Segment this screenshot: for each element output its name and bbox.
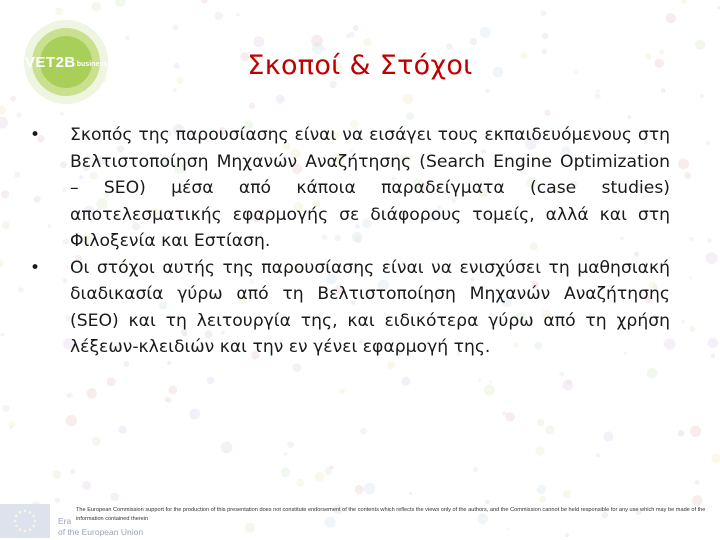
- background-dot: [603, 431, 613, 441]
- background-dot: [661, 88, 666, 93]
- background-dot: [666, 13, 676, 23]
- background-dot: [296, 479, 304, 487]
- background-dot: [1, 190, 9, 198]
- background-dot: [292, 363, 301, 372]
- background-dot: [707, 238, 712, 243]
- background-dot: [236, 13, 240, 17]
- background-dot: [52, 470, 60, 478]
- background-dot: [700, 94, 704, 98]
- background-dot: [3, 405, 10, 412]
- bullet-text: Σκοπός της παρουσίασης είναι να εισάγει τους εκπαιδευόμενους στη Βελτιστοποίηση Μηχανών Αναζήτησης (Search Engine Optimization – SEO) μέσα από κάποια παραδείγματα (case studies) αποτελεσματικής εφαρμογής σε διάφορους τομείς, αλλά και στη Φιλοξενία και Εστίαση.: [70, 125, 670, 251]
- background-dot: [124, 361, 130, 367]
- disclaimer-text: The European Commission support for the production of this presentation does not constitute endorsement of the contents which reflects the views only of the authors, and the Commission cannot be held responsible for any use which may be made of the information contained therein: [76, 507, 706, 522]
- background-dot: [0, 117, 8, 129]
- background-dot: [168, 386, 177, 395]
- background-dot: [711, 453, 720, 463]
- background-dot: [406, 112, 414, 120]
- background-dot: [189, 409, 200, 420]
- background-dot: [401, 377, 410, 386]
- background-dot: [14, 172, 20, 178]
- background-dot: [485, 89, 490, 94]
- background-dot: [360, 428, 367, 435]
- logo-main-text: VET2B: [24, 53, 76, 71]
- background-dot: [9, 426, 12, 429]
- background-dot: [107, 377, 116, 386]
- background-dot: [708, 338, 718, 348]
- background-dot: [249, 103, 255, 109]
- background-dot: [207, 377, 215, 385]
- background-dot: [201, 0, 208, 4]
- background-dot: [118, 426, 126, 434]
- background-dot: [346, 34, 350, 38]
- background-dot: [681, 0, 687, 4]
- background-dot: [562, 380, 573, 391]
- footer: [0, 500, 720, 540]
- background-dot: [678, 158, 689, 169]
- bullet-item-purpose: [30, 122, 670, 255]
- background-dot: [18, 287, 24, 293]
- background-dot: [215, 12, 223, 20]
- background-dot: [446, 43, 453, 50]
- background-dot: [689, 326, 695, 332]
- background-dot: [55, 7, 63, 15]
- eu-star: [29, 528, 32, 531]
- background-dot: [689, 276, 692, 279]
- background-dot: [403, 94, 414, 105]
- background-dot: [684, 172, 691, 179]
- eu-flag-icon: [0, 504, 50, 538]
- background-dot: [315, 472, 324, 481]
- eu-star: [14, 520, 17, 523]
- background-dot: [537, 419, 545, 427]
- background-dot: [544, 110, 550, 116]
- background-dot: [287, 441, 294, 448]
- eu-star: [19, 511, 22, 514]
- background-dot: [505, 412, 515, 422]
- background-dot: [82, 481, 91, 490]
- background-dot: [311, 35, 323, 47]
- background-dot: [115, 0, 126, 7]
- background-dot: [340, 389, 345, 394]
- eu-star: [32, 515, 35, 518]
- background-dot: [542, 33, 549, 40]
- background-dot: [172, 88, 176, 92]
- background-dot: [409, 492, 412, 495]
- background-dot: [0, 260, 4, 267]
- eu-star: [34, 520, 37, 523]
- logo-sub-text: business: [76, 60, 108, 68]
- background-dot: [330, 81, 337, 88]
- eu-star: [24, 510, 27, 513]
- background-dot: [595, 93, 601, 99]
- bullet-marker: •: [30, 125, 41, 145]
- background-dot: [221, 442, 233, 454]
- background-dot: [364, 483, 376, 495]
- background-dot: [0, 106, 6, 115]
- background-dot: [484, 385, 495, 396]
- background-dot: [353, 25, 359, 31]
- background-dot: [66, 415, 77, 426]
- background-dot: [537, 485, 546, 494]
- background-dot: [473, 467, 478, 472]
- background-dot: [387, 361, 395, 369]
- background-dot: [706, 252, 718, 264]
- background-dot: [363, 38, 371, 46]
- background-dot: [92, 437, 101, 446]
- eu-text-line-1: Era: [58, 516, 72, 526]
- eu-text-line-2: of the European Union: [58, 527, 144, 537]
- eu-star: [24, 530, 27, 533]
- background-dot: [86, 388, 97, 399]
- eu-star: [15, 525, 18, 528]
- background-dot: [172, 24, 178, 30]
- background-dot: [535, 446, 545, 456]
- bullet-marker: •: [30, 257, 41, 278]
- background-dot: [165, 397, 171, 403]
- background-dot: [489, 380, 492, 383]
- background-dot: [627, 115, 631, 119]
- background-dot: [478, 379, 481, 382]
- background-dot: [281, 467, 291, 477]
- background-dot: [253, 36, 264, 47]
- background-dot: [559, 372, 564, 377]
- background-dot: [681, 320, 685, 324]
- eu-star: [15, 515, 18, 518]
- background-dot: [647, 368, 658, 379]
- background-dot: [711, 354, 715, 358]
- background-dot: [2, 221, 10, 229]
- background-dot: [284, 452, 288, 456]
- background-dot: [540, 10, 546, 16]
- bullet-item-objectives: [30, 255, 670, 361]
- background-dot: [480, 27, 491, 38]
- background-dot: [695, 40, 705, 50]
- background-dot: [60, 112, 64, 116]
- eu-star: [19, 528, 22, 531]
- background-dot: [545, 425, 554, 434]
- background-dot: [706, 141, 710, 145]
- background-dot: [70, 469, 75, 474]
- background-dot: [91, 2, 101, 12]
- eu-star: [29, 511, 32, 514]
- background-dot: [470, 38, 477, 45]
- background-dot: [167, 361, 171, 365]
- background-dot: [563, 490, 571, 498]
- background-dot: [690, 426, 701, 437]
- eu-star: [32, 525, 35, 528]
- background-dot: [695, 480, 700, 485]
- background-dot: [596, 89, 599, 92]
- background-dot: [355, 485, 364, 494]
- background-dot: [276, 95, 285, 104]
- background-dot: [330, 466, 334, 470]
- background-dot: [16, 112, 21, 117]
- background-dot: [68, 392, 73, 397]
- background-dot: [1, 333, 5, 337]
- slide-title: Σκοποί & Στόχοι: [247, 50, 473, 81]
- background-dot: [689, 237, 694, 242]
- background-dot: [678, 430, 685, 437]
- bullet-list: [30, 122, 670, 361]
- background-dot: [596, 453, 600, 457]
- bullet-text: Οι στόχοι αυτής της παρουσίασης είναι να ενισχύσει τη μαθησιακή διαδικασία γύρω από τη Βελτιστοποίηση Μηχανών Αναζήτησης (SEO) και τη λειτουργία της, και ειδικότερα γύρω από τη χρήση λέξεων-κλειδιών και την εν γένει εφαρμογή της.: [70, 257, 670, 357]
